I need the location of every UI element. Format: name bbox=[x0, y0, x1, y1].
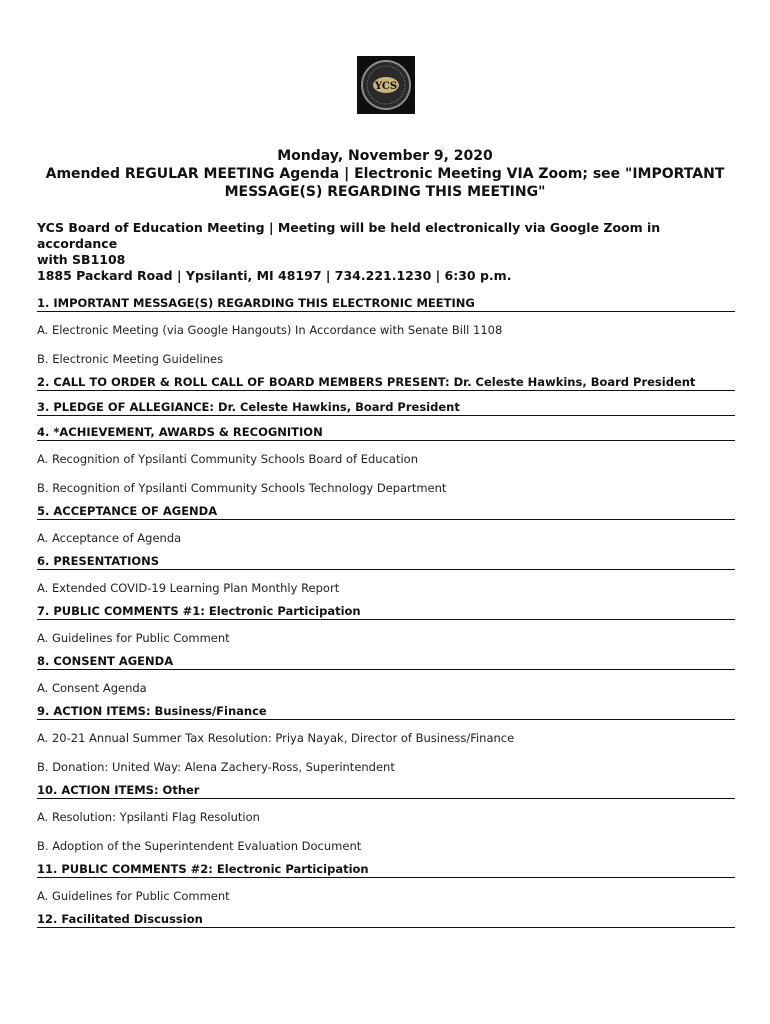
agenda-section-heading[interactable]: 6. PRESENTATIONS bbox=[37, 554, 735, 570]
agenda-item[interactable]: B. Recognition of Ypsilanti Community Schools Technology Department bbox=[37, 481, 447, 495]
meeting-title-line1: Amended REGULAR MEETING Agenda | Electronic Meeting VIA Zoom; see "IMPORTANT bbox=[45, 166, 725, 182]
ycs-seal-icon bbox=[357, 56, 415, 114]
agenda-section-heading[interactable]: 12. Facilitated Discussion bbox=[37, 912, 735, 928]
meeting-info bbox=[37, 220, 737, 284]
agenda-section-heading[interactable]: 4. *ACHIEVEMENT, AWARDS & RECOGNITION bbox=[37, 425, 735, 441]
meeting-info-line1: YCS Board of Education Meeting | Meeting will be held electronically via Google Zoom in accordance bbox=[37, 220, 661, 251]
agenda-section-heading[interactable]: 3. PLEDGE OF ALLEGIANCE: Dr. Celeste Hawkins, Board President bbox=[37, 400, 735, 416]
agenda-section-heading[interactable]: 11. PUBLIC COMMENTS #2: Electronic Participation bbox=[37, 862, 735, 878]
agenda-item[interactable]: A. Extended COVID-19 Learning Plan Monthly Report bbox=[37, 581, 340, 595]
agenda-item[interactable]: A. Electronic Meeting (via Google Hangouts) In Accordance with Senate Bill 1108 bbox=[37, 323, 503, 337]
ycs-logo bbox=[357, 56, 415, 114]
agenda-item[interactable]: A. Consent Agenda bbox=[37, 681, 147, 695]
agenda-item[interactable]: A. Acceptance of Agenda bbox=[37, 531, 182, 545]
agenda-item[interactable]: B. Adoption of the Superintendent Evaluation Document bbox=[37, 839, 362, 853]
agenda-item[interactable]: A. Guidelines for Public Comment bbox=[37, 889, 230, 903]
meeting-date: Monday, November 9, 2020 bbox=[277, 148, 493, 164]
agenda-section-heading[interactable]: 2. CALL TO ORDER & ROLL CALL OF BOARD MEMBERS PRESENT: Dr. Celeste Hawkins, Board President bbox=[37, 375, 735, 391]
meeting-title-line2: MESSAGE(S) REGARDING THIS MEETING" bbox=[224, 184, 546, 200]
meeting-info-line2: with SB1108 bbox=[37, 252, 126, 267]
agenda-item[interactable]: A. Guidelines for Public Comment bbox=[37, 631, 230, 645]
agenda-section-heading[interactable]: 5. ACCEPTANCE OF AGENDA bbox=[37, 504, 735, 520]
agenda-section-heading[interactable]: 9. ACTION ITEMS: Business/Finance bbox=[37, 704, 735, 720]
agenda-list bbox=[37, 296, 735, 928]
agenda-section-heading[interactable]: 1. IMPORTANT MESSAGE(S) REGARDING THIS ELECTRONIC MEETING bbox=[37, 296, 735, 312]
agenda-item[interactable]: A. Recognition of Ypsilanti Community Schools Board of Education bbox=[37, 452, 418, 466]
agenda-item[interactable]: A. 20-21 Annual Summer Tax Resolution: Priya Nayak, Director of Business/Finance bbox=[37, 731, 515, 745]
agenda-item[interactable]: A. Resolution: Ypsilanti Flag Resolution bbox=[37, 810, 260, 824]
agenda-item[interactable]: B. Donation: United Way: Alena Zachery-Ross, Superintendent bbox=[37, 760, 395, 774]
meeting-title bbox=[20, 147, 750, 201]
agenda-section-heading[interactable]: 7. PUBLIC COMMENTS #1: Electronic Participation bbox=[37, 604, 735, 620]
logo-text: YCS bbox=[374, 81, 398, 92]
agenda-section-heading[interactable]: 10. ACTION ITEMS: Other bbox=[37, 783, 735, 799]
agenda-section-heading[interactable]: 8. CONSENT AGENDA bbox=[37, 654, 735, 670]
meeting-address: 1885 Packard Road | Ypsilanti, MI 48197 | 734.221.1230 | 6:30 p.m. bbox=[37, 268, 512, 283]
agenda-item[interactable]: B. Electronic Meeting Guidelines bbox=[37, 352, 224, 366]
